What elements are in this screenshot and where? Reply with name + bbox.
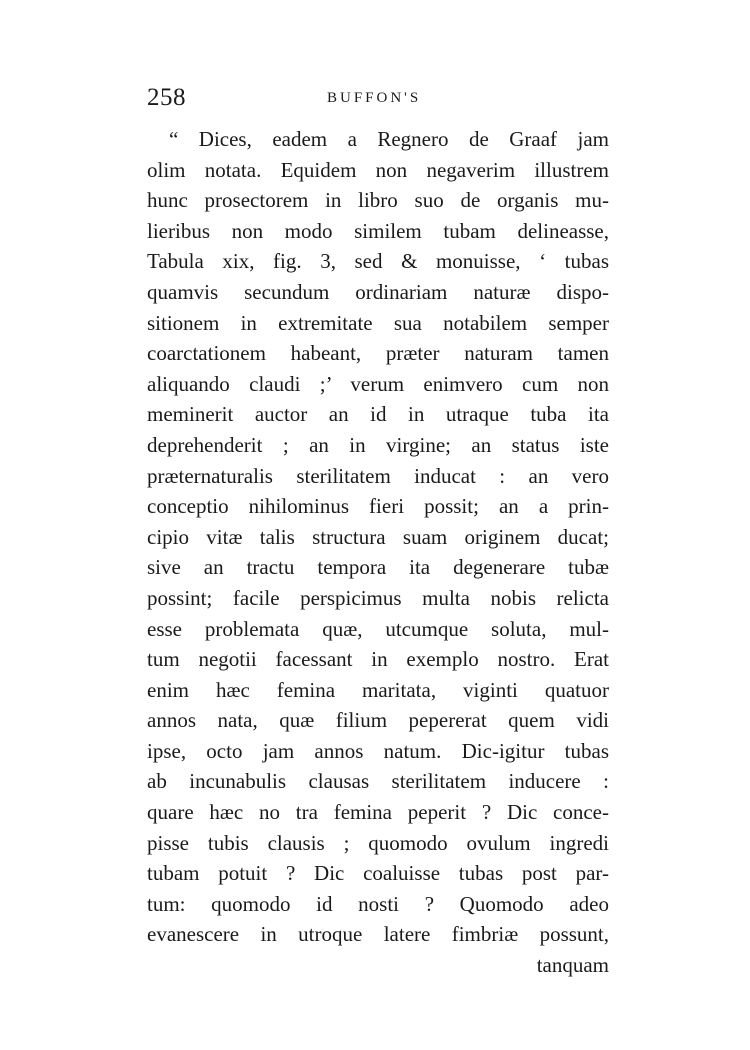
text-line: quare hæc no tra femina peperit ? Dic conce- [147, 800, 609, 825]
text-line: esse problemata quæ, utcumque soluta, mul- [147, 616, 609, 641]
text-line: sive an tractu tempora ita degenerare tubæ [147, 555, 609, 580]
text-line: tum: quomodo id nosti ? Quomodo adeo [147, 891, 609, 916]
text-line: deprehenderit ; an in virgine; an status iste [147, 432, 609, 457]
text-line: conceptio nihilominus fieri possit; an a prin- [147, 494, 609, 519]
text-line: Tabula xix, fig. 3, sed & monuisse, ‘ tubas [147, 249, 609, 274]
catchword: tanquam [536, 953, 609, 978]
text-line: enim hæc femina maritata, viginti quatuor [147, 677, 609, 702]
text-line: meminerit auctor an id in utraque tuba ita [147, 402, 609, 427]
text-line: hunc prosectorem in libro suo de organis mu- [147, 188, 609, 213]
text-line: “ Dices, eadem a Regnero de Graaf jam [169, 127, 609, 151]
text-line: coarctationem habeant, præter naturam tamen [147, 341, 609, 366]
text-line: ab incunabulis clausas sterilitatem inducere : [147, 769, 609, 794]
page-header [147, 84, 609, 114]
text-line: annos nata, quæ filium pepererat quem vidi [147, 708, 609, 733]
text-line: præternaturalis sterilitatem inducat : an vero [147, 463, 609, 488]
text-line: lieribus non modo similem tubam delineasse, [147, 218, 609, 243]
running-head: BUFFON'S [327, 90, 422, 106]
text-line: evanescere in utroque latere fimbriæ possunt, [147, 922, 609, 947]
text-line: sitionem in extremitate sua notabilem semper [147, 310, 609, 335]
text-line: pisse tubis clausis ; quomodo ovulum ingredi [147, 830, 609, 855]
text-line: olim notata. Equidem non negaverim illustrem [147, 157, 609, 182]
text-line: possint; facile perspicimus multa nobis relicta [147, 585, 609, 610]
text-line: tum negotii facessant in exemplo nostro. Erat [147, 647, 609, 672]
text-line: quamvis secundum ordinariam naturæ dispo- [147, 279, 609, 304]
text-line: tubam potuit ? Dic coaluisse tubas post par- [147, 861, 609, 886]
text-line: aliquando claudi ;’ verum enimvero cum non [147, 371, 609, 396]
text-line: cipio vitæ talis structura suam originem ducat; [147, 524, 609, 549]
body-text [147, 124, 609, 981]
page-number: 258 [147, 84, 186, 111]
text-line: ipse, octo jam annos natum. Dic-igitur tubas [147, 738, 609, 763]
